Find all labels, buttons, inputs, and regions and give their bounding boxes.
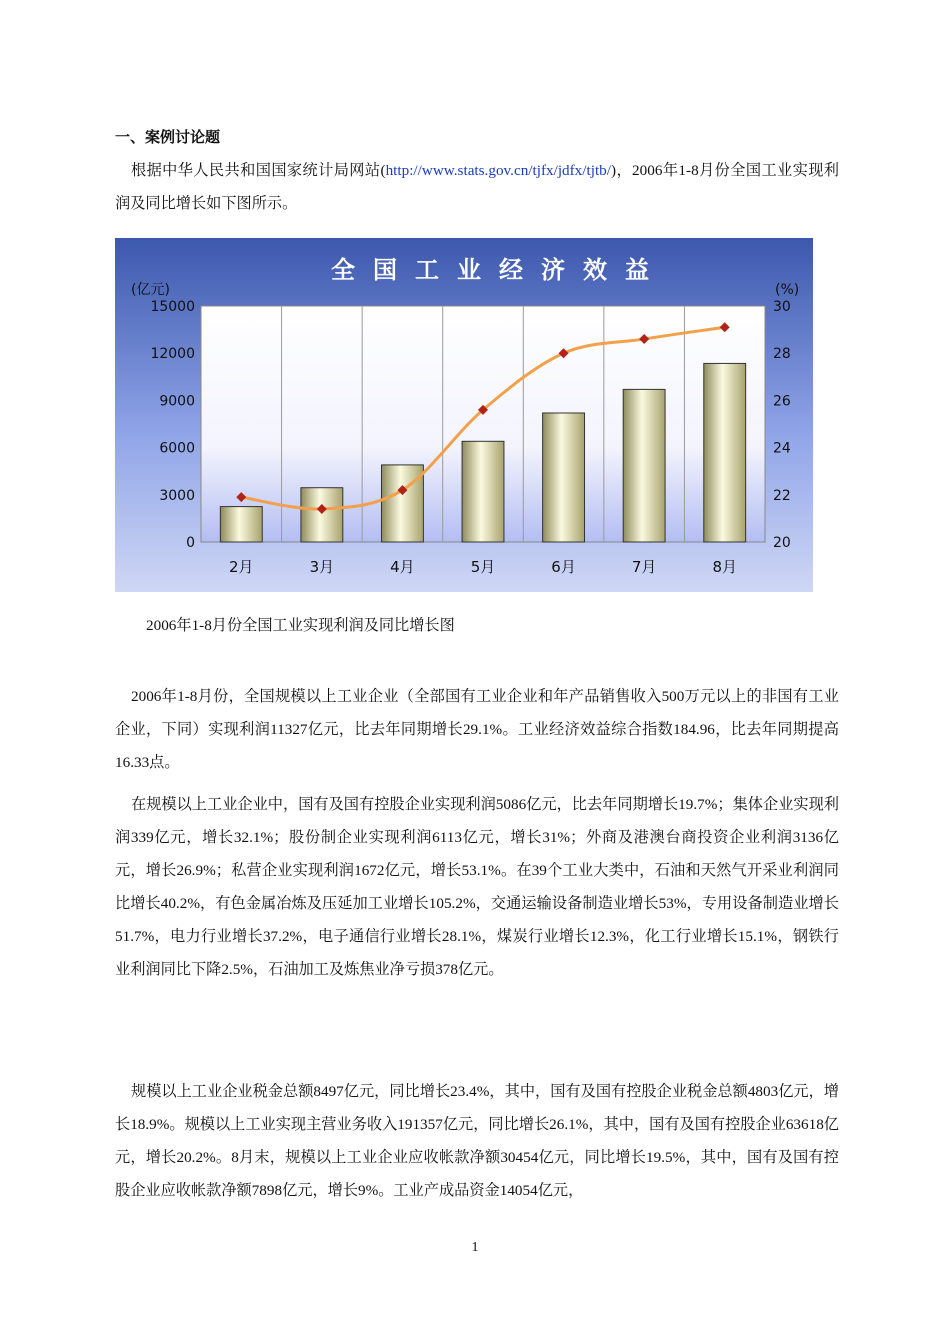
left-tick-label: 9000 — [159, 393, 195, 410]
section-heading: 一、案例讨论题 — [115, 128, 221, 146]
category-label: 5月 — [470, 558, 496, 576]
right-axis-unit: (%) — [775, 282, 800, 298]
left-tick-label: 3000 — [159, 487, 195, 504]
body-paragraph-3: 规模以上工业企业税金总额8497亿元，同比增长23.4%，其中，国有及国有控股企业税金总额4803亿元，增长18.9%。规模以上工业实现主营业务收入191357亿元，同比增长26.1%，其中，国有及国有控股企业63618亿元，增长20.2%。8月末，规模以上工业企业应收帐款净额30454亿元，同比增长19.5%，其中，国有及国有控股企业应收帐款净额7898亿元，增长9%。工业产成品资金14054亿元， — [115, 1083, 839, 1199]
profit-bar — [543, 413, 585, 542]
profit-bar — [220, 507, 262, 542]
category-label: 3月 — [309, 558, 335, 576]
page-number: 1 — [471, 1240, 479, 1255]
category-label: 6月 — [551, 558, 576, 576]
chart-svg — [115, 238, 813, 592]
intro-paragraph — [115, 154, 839, 220]
profit-bar — [301, 488, 343, 542]
left-tick-label: 15000 — [150, 299, 195, 315]
chart-title: 全国工业经济效益 — [331, 256, 667, 284]
economic-benefit-chart — [115, 238, 813, 592]
body-paragraph-1: 2006年1-8月份，全国规模以上工业企业（全部国有工业企业和年产品销售收入500万元以上的非国有工业企业，下同）实现利润11327亿元，比去年同期增长29.1%。工业经济效益综合指数184.96，比去年同期提高16.33点。 — [115, 688, 839, 771]
category-label: 2月 — [229, 558, 254, 576]
profit-bar — [704, 363, 746, 542]
right-tick-label: 20 — [773, 535, 791, 551]
profit-bar — [623, 389, 665, 542]
left-axis-unit: (亿元) — [131, 282, 170, 298]
intro-text-before: 根据中华人民共和国国家统计局网站( — [131, 162, 386, 179]
right-tick-label: 24 — [773, 440, 791, 457]
intro-text-after: )，2006年1-8月份全国工业实现利润及同比增长如下图所示。 — [115, 162, 839, 212]
body-paragraph-2: 在规模以上工业企业中，国有及国有控股企业实现利润5086亿元，比去年同期增长19.7%；集体企业实现利润339亿元，增长32.1%；股份制企业实现利润6113亿元，增长31%；外商及港澳台商投资企业利润3136亿元，增长26.9%；私营企业实现利润1672亿元，增长53.1%。在39个工业大类中，石油和天然气开采业利润同比增长40.2%，有色金属冶炼及压延加工业增长105.2%，交通运输设备制造业增长53%，专用设备制造业增长51.7%，电力行业增长37.2%，电子通信行业增长28.1%，煤炭行业增长12.3%，化工行业增长15.1%，钢铁行业利润同比下降2.5%，石油加工及炼焦业净亏损378亿元。 — [115, 796, 839, 978]
chart-caption: 2006年1-8月份全国工业实现利润及同比增长图 — [146, 617, 455, 634]
profit-bar — [381, 465, 423, 542]
left-tick-label: 12000 — [150, 346, 195, 363]
right-tick-label: 28 — [773, 346, 791, 363]
right-tick-label: 30 — [773, 299, 791, 315]
left-tick-label: 6000 — [159, 440, 195, 457]
right-tick-label: 22 — [773, 487, 791, 504]
category-label: 4月 — [390, 558, 415, 576]
stats-link[interactable]: http://www.stats.gov.cn/tjfx/jdfx/tjtb/ — [385, 162, 611, 179]
category-label: 8月 — [712, 558, 737, 576]
category-label: 7月 — [631, 558, 657, 576]
left-tick-label: 0 — [186, 535, 195, 551]
right-tick-label: 26 — [773, 393, 791, 410]
profit-bar — [462, 441, 504, 542]
